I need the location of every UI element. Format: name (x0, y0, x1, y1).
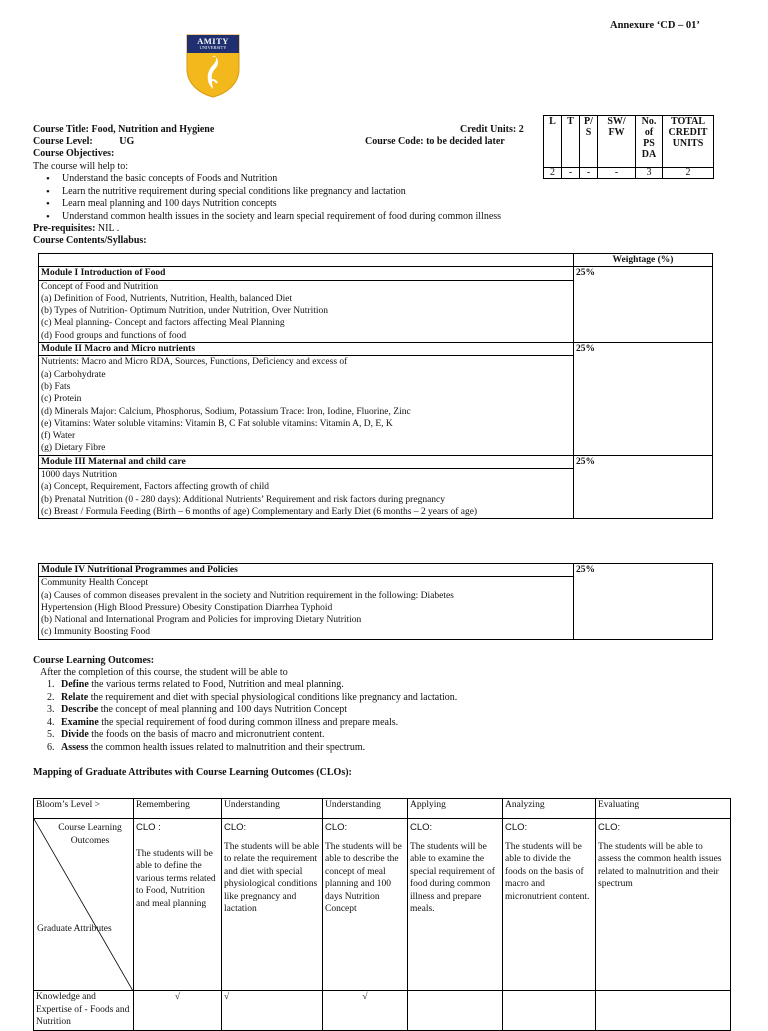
module-line: (d) Minerals Major: Calcium, Phosphorus, Sodium, Potassium Trace: Iron, Iodine, Fluorine, Zinc (41, 406, 411, 417)
objectives-section (33, 161, 573, 247)
objectives-list (33, 173, 573, 223)
objective-item: • Learn the nutritive requirement during special conditions like pregnancy and lactation (33, 186, 573, 199)
mapping-mark: √ (134, 991, 222, 1031)
university-logo (185, 33, 241, 99)
module-title: Module IV Nutritional Programmes and Policies (39, 564, 574, 577)
course-header (33, 124, 214, 160)
clo-item: 4. Examine the special requirement of food during common illness and prepare meals. (47, 716, 399, 728)
module-line: (a) Concept, Requirement, Factors affecting growth of child (41, 482, 270, 493)
objectives-intro: The course will help to: (33, 161, 128, 172)
clo-item: 5. Divide the foods on the basis of macro and micronutrient content. (47, 729, 325, 740)
module-line: Nutrients: Macro and Micro RDA, Sources, Functions, Deficiency and excess of (41, 357, 348, 368)
module-line: (d) Food groups and functions of food (41, 330, 187, 341)
credit-value: 2 (544, 168, 562, 179)
module4-table (38, 563, 713, 640)
clo-cell: CLO: The students will be able to divide the foods on the basis of macro and micronutrient content. (503, 819, 596, 991)
blooms-level: Understanding (323, 799, 408, 819)
prereq-value: NIL . (97, 223, 120, 234)
mapping-mark: √ (222, 991, 323, 1031)
module-line: (c) Meal planning- Concept and factors affecting Meal Planning (41, 318, 285, 329)
module-line: (b) Fats (41, 381, 71, 392)
module-line: (a) Carbohydrate (41, 369, 106, 380)
corner-bottom: Graduate Attributes (37, 924, 112, 934)
logo-text: AMITY (197, 36, 229, 46)
module-body (39, 356, 574, 455)
blooms-label: Bloom’s Level > (34, 799, 134, 819)
objective-item: • Understand the basic concepts of Foods and Nutrition (33, 173, 573, 186)
module-line: Concept of Food and Nutrition (41, 281, 159, 292)
module-title: Module II Macro and Micro nutrients (39, 343, 574, 356)
module-line: Hypertension (High Blood Pressure) Obesity Constipation Diarrhea Typhoid (41, 602, 333, 613)
course-title: Food, Nutrition and Hygiene (91, 124, 215, 135)
module-line: (c) Breast / Formula Feeding (Birth – 6 months of age) Complementary and Early Diet (6 months – 2 years of age) (41, 506, 478, 517)
course-title-label: Course Title: (33, 124, 90, 135)
credit-value: 2 (663, 168, 714, 179)
module-title: Module III Maternal and child care (39, 455, 574, 468)
module-weight: 25% (574, 267, 713, 343)
course-code: Course Code: to be decided later (365, 136, 505, 147)
corner-cell (34, 819, 134, 991)
module-line: 1000 days Nutrition (41, 470, 117, 481)
module-line: (c) Protein (41, 394, 82, 405)
module-line: (c) Immunity Boosting Food (41, 627, 150, 638)
credit-value: - (580, 168, 598, 179)
clo-cell: CLO : The students will be able to define the various terms related to Food, Nutrition and meal planning (134, 819, 222, 991)
clo-list (33, 679, 733, 754)
module-line: (e) Vitamins: Water soluble vitamins: Vitamin B, C Fat soluble vitamins: Vitamin A, D, E, K (41, 418, 393, 429)
module-weight: 25% (574, 343, 713, 456)
module-body (39, 577, 574, 639)
credit-value: - (562, 168, 580, 179)
blooms-level: Remembering (134, 799, 222, 819)
mapping-title: Mapping of Graduate Attributes with Course Learning Outcomes (CLOs): (33, 767, 352, 778)
blooms-level: Analyzing (503, 799, 596, 819)
module-line: (b) National and International Program and Policies for improving Dietary Nutrition (41, 615, 362, 626)
credit-header: P/ S (580, 116, 598, 168)
mapping-mark (408, 991, 503, 1031)
prereq-label: Pre-requisites: (33, 223, 96, 234)
credit-header: SW/ FW (598, 116, 636, 168)
module-line: (f) Water (41, 431, 76, 442)
credit-units: Credit Units: 2 (460, 124, 524, 135)
blooms-level: Understanding (222, 799, 323, 819)
course-level: UG (119, 136, 135, 147)
contents-label: Course Contents/Syllabus: (33, 235, 147, 246)
annexure-label: Annexure ‘CD – 01’ (610, 20, 700, 31)
weightage-header: Weightage (%) (574, 254, 713, 267)
blooms-level: Applying (408, 799, 503, 819)
course-level-label: Course Level: (33, 136, 93, 147)
clo-intro: After the completion of this course, the student will be able to (40, 667, 288, 678)
clo-item: 3. Describe the concept of meal planning and 100 days Nutrition Concept (47, 704, 348, 715)
objective-item: • Learn meal planning and 100 days Nutrition concepts (33, 198, 573, 211)
credit-header: No. of PS DA (636, 116, 663, 168)
clo-cell: CLO: The students will be able to assess the common health issues related to malnutrition and their spectrum (596, 819, 731, 991)
clo-item: 6. Assess the common health issues related to malnutrition and their spectrum. (47, 741, 366, 753)
module-line: (b) Types of Nutrition- Optimum Nutrition, under Nutrition, Over Nutrition (41, 306, 329, 317)
mapping-mark: √ (323, 991, 408, 1031)
clo-item: 1. Define the various terms related to Food, Nutrition and meal planning. (47, 679, 344, 690)
credit-header: L (544, 116, 562, 168)
credit-header: TOTAL CREDIT UNITS (663, 116, 714, 168)
credit-value: 3 (636, 168, 663, 179)
module-line: (a) Definition of Food, Nutrients, Nutrition, Health, balanced Diet (41, 293, 293, 304)
clo-label: Course Learning Outcomes: (33, 655, 155, 666)
corner-top: Course Learning Outcomes (58, 823, 122, 846)
module-line: Community Health Concept (41, 578, 149, 589)
logo-subtext: UNIVERSITY (199, 45, 227, 50)
mapping-mark (596, 991, 731, 1031)
clo-cell: CLO: The students will be able to examine the special requirement of food during common illness and prepare meals. (408, 819, 503, 991)
mapping-mark (503, 991, 596, 1031)
module-line: (g) Dietary Fibre (41, 443, 106, 454)
module-line: (a) Causes of common diseases prevalent in the society and Nutrition requirement in the following: Diabetes (41, 590, 454, 601)
objective-item: • Understand common health issues in the society and learn special requirement of food during common illness (33, 211, 573, 224)
module-body (39, 469, 574, 519)
clo-section (33, 655, 733, 754)
mapping-table (33, 798, 731, 1031)
credit-value: - (598, 168, 636, 179)
module-body (39, 280, 574, 342)
credit-header: T (562, 116, 580, 168)
module-line: (b) Prenatal Nutrition (0 - 280 days): Additional Nutrients’ Requirement and risk factors during pregnancy (41, 494, 446, 505)
clo-cell: CLO: The students will be able to describe the concept of meal planning and 100 days Nutrition Concept (323, 819, 408, 991)
graduate-attribute-label: Knowledge and Expertise of - Foods and Nutrition (34, 991, 134, 1031)
syllabus-table (38, 253, 713, 519)
module-weight: 25% (574, 455, 713, 518)
clo-item: 2. Relate the requirement and diet with special physiological conditions like pregnancy and lactation. (47, 691, 458, 703)
module-title: Module I Introduction of Food (39, 267, 574, 280)
blooms-level: Evaluating (596, 799, 731, 819)
module-weight: 25% (574, 564, 713, 640)
clo-cell: CLO: The students will be able to relate the requirement and diet with special physiological conditions like pregnancy and lactation (222, 819, 323, 991)
course-objectives-label: Course Objectives: (33, 148, 115, 159)
